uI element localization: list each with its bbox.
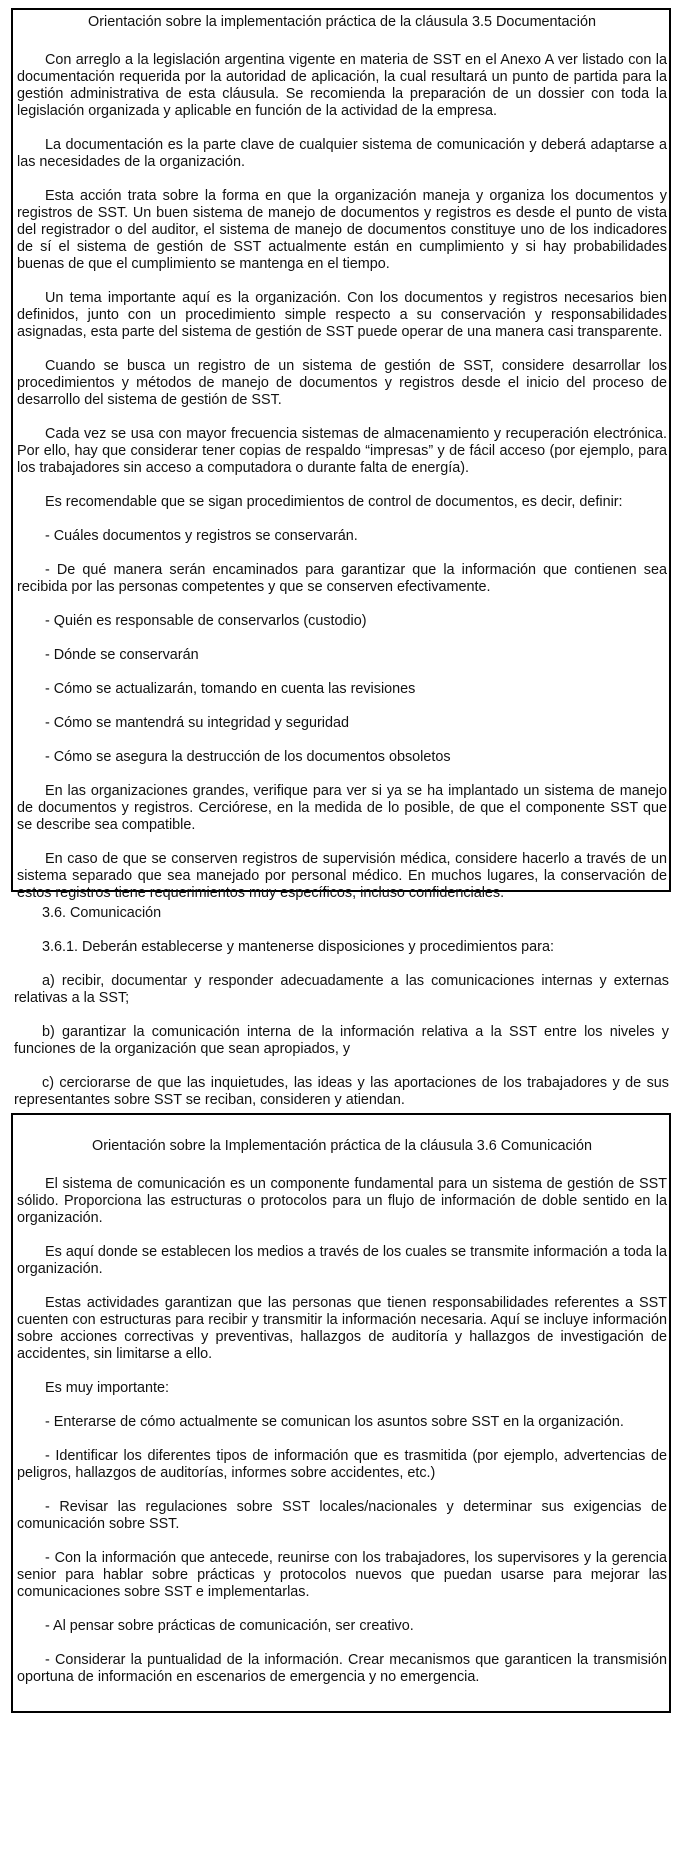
- box1-paragraph: Cuando se busca un registro de un sistema de gestión de SST, considere desarrollar los procedimientos y métodos de manejo de documentos y registros desde el inicio del proceso de desarrollo del sistema de gestión de SST.: [17, 358, 667, 408]
- box1-paragraph: Esta acción trata sobre la forma en que la organización maneja y organiza los documentos y registros de SST. Un buen sistema de manejo de documentos y registros es desde el punto de vista del registrador o del auditor, el sistema de manejo de documentos constituye uno de los indicadores de sí el sistema de gestión de SST actualmente están en cumplimiento y si hay probabilidades buenas de que el cumplimiento se mantenga en el tiempo.: [17, 188, 667, 272]
- box2-paragraph: El sistema de comunicación es un componente fundamental para un sistema de gestión de SST sólido. Proporciona las estructuras o protocolos para un flujo de información de doble sentido en la organización.: [17, 1176, 667, 1226]
- box2-paragraph: Estas actividades garantizan que las personas que tienen responsabilidades referentes a SST cuenten con estructuras para recibir y transmitir la información necesaria. Aquí se incluye información sobre acciones correctivas y preventivas, hallazgos de auditoría y hallazgos de investigación de accidentes, sin limitarse a ello.: [17, 1295, 667, 1362]
- section-heading: 3.6. Comunicación: [42, 905, 162, 921]
- box1-paragraph: En caso de que se conserven registros de supervisión médica, considere hacerlo a través de un sistema separado que sea manejado por personal médico. En muchos lugares, la conservación de estos registros tiene requerimientos muy específicos, incluso confidenciales.: [17, 851, 667, 901]
- box2-paragraph: Es muy importante:: [45, 1380, 169, 1396]
- communication-clause-section: [14, 905, 669, 1126]
- box1-list-item: - Cómo se actualizarán, tomando en cuenta las revisiones: [45, 681, 416, 697]
- box2-list-item: - Identificar los diferentes tipos de información que es trasmitida (por ejemplo, advertencias de peligros, hallazgos de auditorías, informes sobre accidentes, etc.): [17, 1448, 667, 1481]
- clause-item: c) cerciorarse de que las inquietudes, las ideas y las aportaciones de los trabajadores y de sus representantes sobre SST se reciban, consideren y atiendan.: [14, 1075, 669, 1108]
- box1-paragraph: Un tema importante aquí es la organización. Con los documentos y registros necesarios bien definidos, junto con un procedimiento simple respecto a su conservación y responsabilidades asignadas, esta parte del sistema de gestión de SST puede operar de una manera casi transparente.: [17, 290, 667, 340]
- box1-list-item: - Cómo se mantendrá su integridad y seguridad: [45, 715, 349, 731]
- box2-list-item: - Considerar la puntualidad de la información. Crear mecanismos que garanticen la transmisión oportuna de información en escenarios de emergencia y no emergencia.: [17, 1652, 667, 1685]
- box1-paragraph: Con arreglo a la legislación argentina vigente en materia de SST en el Anexo A ver listado con la documentación requerida por la autoridad de aplicación, la cual resultará un punto de partida para la gestión administrativa de esta cláusula. Se recomienda la preparación de un dossier con toda la legislación organizada y aplicable en función de la actividad de la empresa.: [17, 52, 667, 119]
- communication-guidance-box: [11, 1113, 671, 1713]
- box2-list-item: - Con la información que antecede, reunirse con los trabajadores, los supervisores y la gerencia senior para hablar sobre prácticas y protocolos nuevos que puedan usarse para mejorar las comunicaciones sobre SST e implementarlas.: [17, 1550, 667, 1600]
- clause-paragraph: 3.6.1. Deberán establecerse y mantenerse disposiciones y procedimientos para:: [42, 939, 554, 955]
- box1-paragraph: La documentación es la parte clave de cualquier sistema de comunicación y deberá adaptarse a las necesidades de la organización.: [17, 137, 667, 170]
- box2-list-item: - Al pensar sobre prácticas de comunicación, ser creativo.: [45, 1618, 414, 1634]
- box1-list-item: - Cuáles documentos y registros se conservarán.: [45, 528, 358, 544]
- clause-item: a) recibir, documentar y responder adecuadamente a las comunicaciones internas y externas relativas a la SST;: [14, 973, 669, 1006]
- box1-list-item: - Quién es responsable de conservarlos (custodio): [45, 613, 367, 629]
- box1-paragraph: Cada vez se usa con mayor frecuencia sistemas de almacenamiento y recuperación electrónica. Por ello, hay que considerar tener copias de respaldo “impresas” y de fácil acceso (por ejemplo, para los trabajadores sin acceso a computadora o durante falta de energía).: [17, 426, 667, 476]
- box1-list-item: - De qué manera serán encaminados para garantizar que la información que contienen sea recibida por las personas competentes y que se conserven efectivamente.: [17, 562, 667, 595]
- box1-paragraph: Es recomendable que se sigan procedimientos de control de documentos, es decir, definir:: [45, 494, 623, 510]
- box2-list-item: - Revisar las regulaciones sobre SST locales/nacionales y determinar sus exigencias de comunicación sobre SST.: [17, 1499, 667, 1532]
- documentation-guidance-box: [11, 8, 671, 901]
- box1-list-item: - Cómo se asegura la destrucción de los documentos obsoletos: [45, 749, 451, 765]
- box1-paragraph: En las organizaciones grandes, verifique para ver si ya se ha implantado un sistema de manejo de documentos y registros. Cerciórese, en la medida de lo posible, de que el componente SST que se describe sea compatible.: [17, 783, 667, 833]
- communication-guidance-title: Orientación sobre la Implementación práctica de la cláusula 3.6 Comunicación: [92, 1138, 592, 1154]
- clause-item: b) garantizar la comunicación interna de la información relativa a la SST entre los niveles y funciones de la organización que sean apropiados, y: [14, 1024, 669, 1057]
- box2-paragraph: Es aquí donde se establecen los medios a través de los cuales se transmite información a toda la organización.: [17, 1244, 667, 1277]
- documentation-guidance-title: Orientación sobre la implementación práctica de la cláusula 3.5 Documentación: [88, 14, 596, 30]
- box2-list-item: - Enterarse de cómo actualmente se comunican los asuntos sobre SST en la organización.: [45, 1414, 624, 1430]
- box1-list-item: - Dónde se conservarán: [45, 647, 199, 663]
